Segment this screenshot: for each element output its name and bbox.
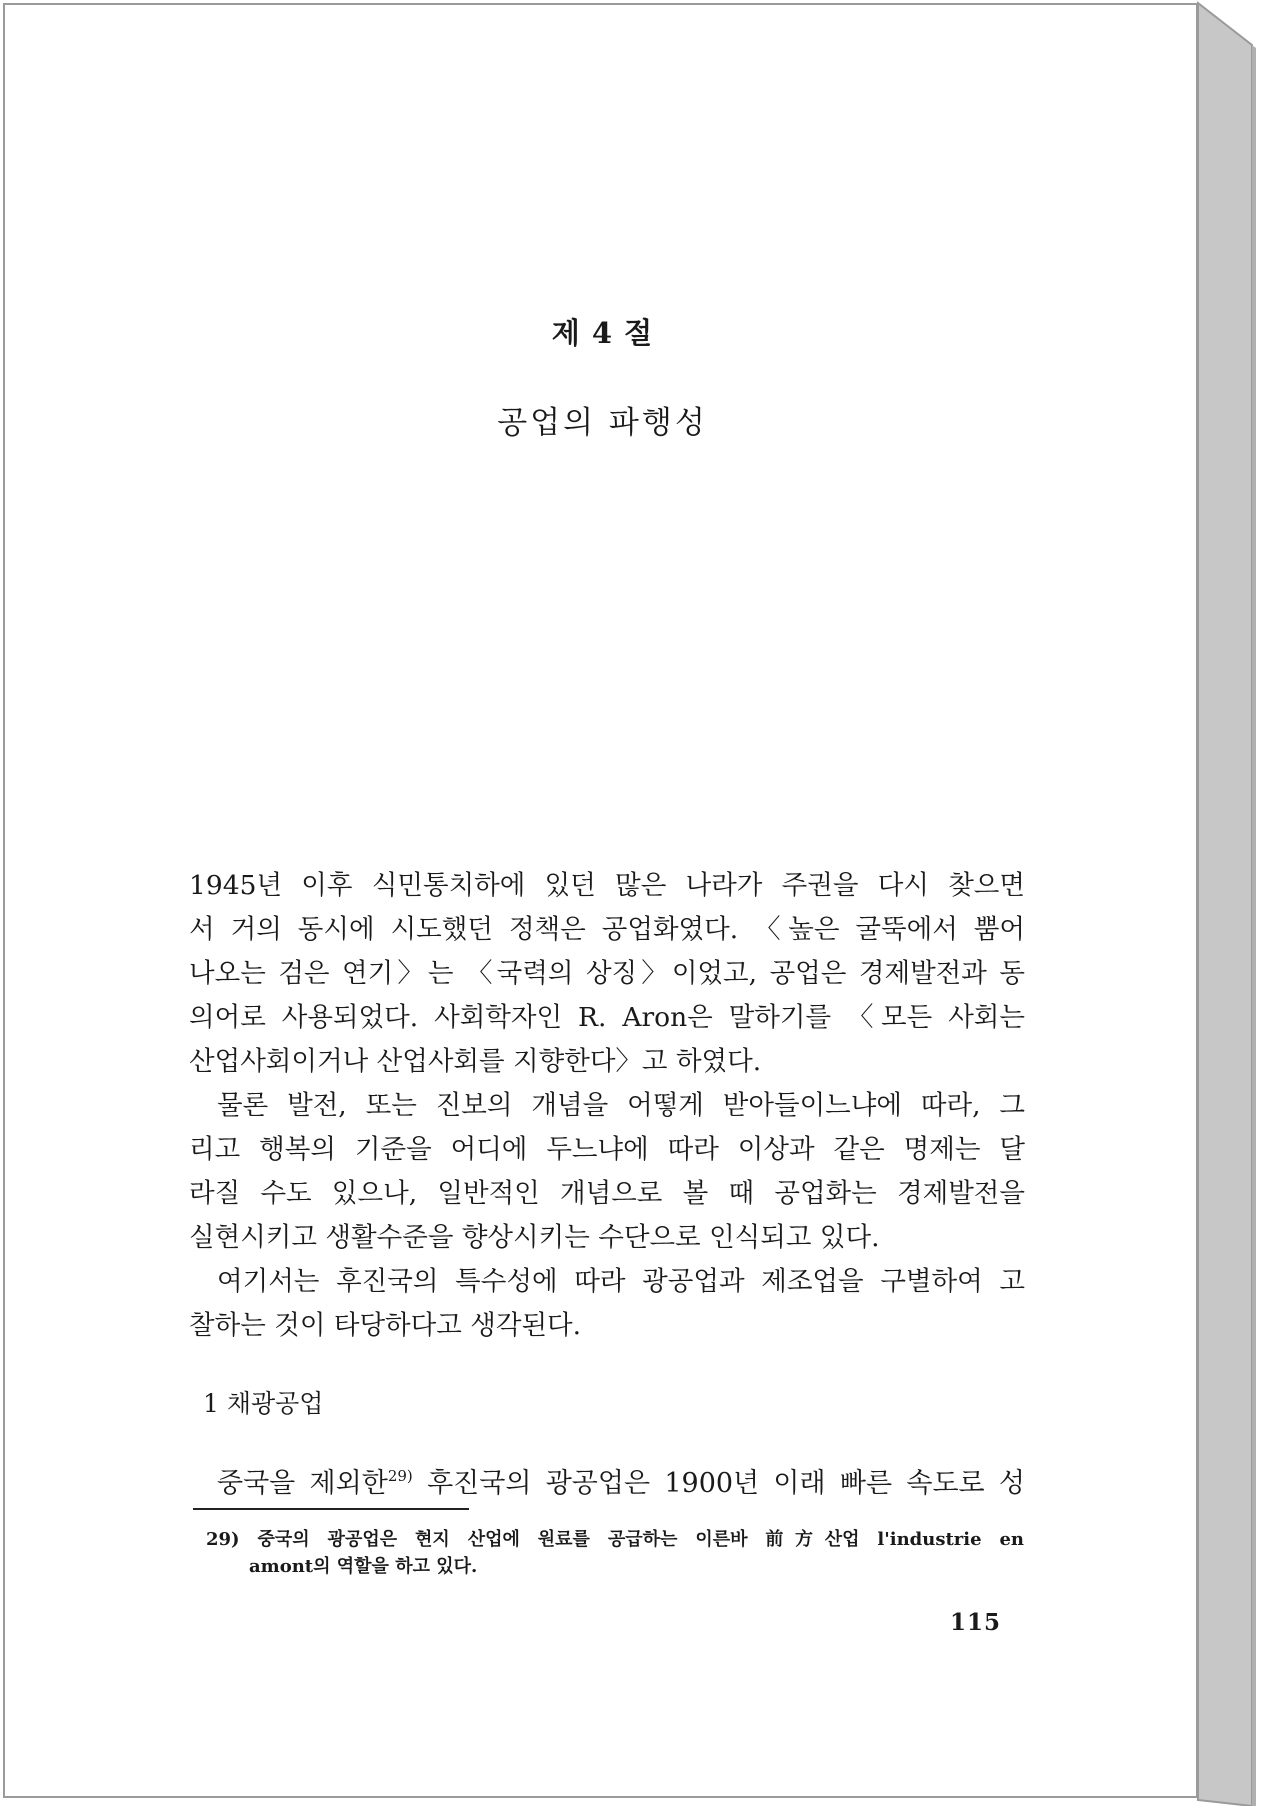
footnote-divider [193, 1508, 469, 1510]
footnote-reference[interactable]: 29) [387, 1467, 413, 1485]
page-number: 115 [950, 1609, 1002, 1636]
paragraph-2-line-2: 리고 행복의 기준을 어디에 두느냐에 따라 이상과 같은 명제는 달 [189, 1134, 1025, 1165]
footnote-line-2: amont의 역할을 하고 있다. [249, 1556, 478, 1577]
subsection-text-after-note: 후진국의 광공업은 1900년 이래 빠른 속도로 성 [412, 1468, 1026, 1499]
subsection-text-before-note: 중국을 제외한 [217, 1468, 388, 1499]
paragraph-2-line-1: 물론 발전, 또는 진보의 개념을 어떻게 받아들이느냐에 따라, 그 [217, 1090, 1025, 1121]
footnote-line-1: 29) 중국의 광공업은 현지 산업에 원료를 공급하는 이른바 前方산업 l'industrie en [206, 1529, 1024, 1550]
subsection-heading: 1 채광공업 [203, 1389, 324, 1418]
section-number: 제 4 절 [551, 316, 654, 350]
paragraph-1-line-3: 나오는 검은 연기〉는 〈국력의 상징〉이었고, 공업은 경제발전과 동 [189, 958, 1025, 989]
paragraph-1-line-5: 산업사회이거나 산업사회를 지향한다〉고 하였다. [189, 1046, 762, 1077]
subsection-first-line [217, 1467, 1026, 1499]
paragraph-3-line-1: 여기서는 후진국의 특수성에 따라 광공업과 제조업을 구별하여 고 [217, 1266, 1025, 1297]
section-title: 공업의 파행성 [497, 405, 708, 441]
paragraph-1-line-1: 1945년 이후 식민통치하에 있던 많은 나라가 주권을 다시 찾으면 [189, 870, 1025, 901]
paragraph-2-line-4: 실현시키고 생활수준을 향상시키는 수단으로 인식되고 있다. [189, 1222, 880, 1253]
paragraph-1-line-4: 의어로 사용되었다. 사회학자인 R. Aron은 말하기를 〈모든 사회는 [189, 1002, 1025, 1033]
paragraph-3-line-2: 찰하는 것이 타당하다고 생각된다. [189, 1310, 582, 1341]
paragraph-2-line-3: 라질 수도 있으나, 일반적인 개념으로 볼 때 공업화는 경제발전을 [189, 1178, 1025, 1209]
paragraph-1-line-2: 서 거의 동시에 시도했던 정책은 공업화였다. 〈높은 굴뚝에서 뿜어 [189, 914, 1025, 945]
book-page [3, 3, 1198, 1798]
